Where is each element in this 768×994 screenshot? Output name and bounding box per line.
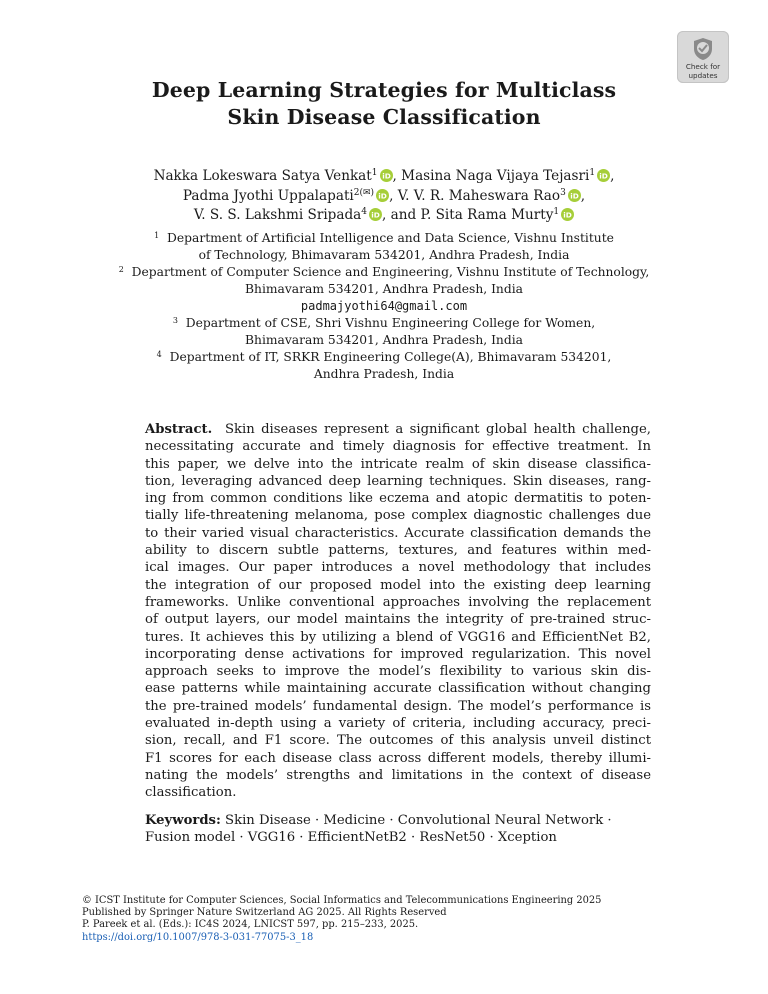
abstract-line: ing from common conditions like eczema and atopic dermatitis to poten- (145, 491, 651, 507)
abstract-line: classification. (145, 785, 237, 801)
author-sup: 1 (371, 168, 378, 178)
abstract-line: evaluated in-depth using a variety of criteria, including accuracy, preci- (145, 716, 651, 732)
abstract (145, 421, 651, 802)
author-sup: 3 (560, 187, 566, 198)
author-line-1 (0, 167, 768, 187)
orcid-icon[interactable] (597, 169, 610, 182)
orcid-icon[interactable] (376, 189, 389, 202)
abstract-line: of output layers, our model maintains the integrity of pre-trained struc- (145, 612, 651, 628)
abstract-line: to their varied visual characteristics. Accurate classification demands the (145, 525, 651, 541)
affiliation-4-line-1 (0, 349, 768, 366)
abstract-text: Skin diseases represent a significant global health challenge, (224, 422, 651, 437)
svg-text:iD: iD (599, 171, 608, 181)
affiliation-4-line-2: Andhra Pradesh, India (313, 367, 455, 381)
copyright-footer (82, 895, 702, 944)
svg-text:iD: iD (371, 210, 380, 220)
footer-copyright: © ICST Institute for Computer Sciences, Social Informatics and Telecommunications Engineering 2025 (82, 895, 602, 906)
author-separator: , (580, 187, 586, 204)
affiliation-2-line-2: Bhimavaram 534201, Andhra Pradesh, India (244, 282, 523, 296)
keywords-text: Skin Disease · Medicine · Convolutional Neural Network · (225, 813, 612, 828)
keywords-label: Keywords: (145, 813, 221, 828)
affiliation-1-line-2: of Technology, Bhimavaram 534201, Andhra Pradesh, India (198, 248, 570, 262)
abstract-line: sion, recall, and F1 score. The outcomes of this analysis unveil distinct (145, 733, 651, 749)
affiliation-3-line-1 (0, 315, 768, 332)
author-separator: , and (382, 207, 421, 223)
abstract-line: frameworks. Unlike conventional approaches involving the replacement (145, 594, 651, 610)
orcid-icon[interactable] (380, 169, 393, 182)
affiliation-2-line-1 (0, 264, 768, 281)
abstract-line: tially life-threatening melanoma, pose complex diagnostic challenges due (145, 508, 651, 524)
abstract-line: ical images. Our paper introduces a novel methodology that includes (145, 560, 651, 576)
affiliation-3-line-2: Bhimavaram 534201, Andhra Pradesh, India (244, 333, 523, 347)
footer-citation: P. Pareek et al. (Eds.): IC4S 2024, LNICST 597, pp. 215–233, 2025. (82, 919, 419, 931)
abstract-line: approach seeks to improve the model’s flexibility to various skin dis- (145, 664, 651, 680)
author-separator: , (392, 168, 402, 184)
paper-title (0, 77, 768, 131)
orcid-icon[interactable] (568, 189, 581, 202)
affiliation-text: Department of Computer Science and Engineering, Vishnu Institute of Technology, (131, 265, 650, 279)
affiliation-text: Department of CSE, Shri Vishnu Engineering College for Women, (185, 316, 596, 330)
author-name: V. V. R. Maheswara Rao (397, 187, 561, 204)
author-sup: 4 (361, 207, 368, 217)
abstract-line: the pre-trained models’ fundamental design. The model’s performance is (145, 698, 651, 714)
svg-text:iD: iD (381, 171, 391, 181)
affiliations (0, 230, 768, 383)
footer-publisher: Published by Springer Nature Switzerland AG 2025. All Rights Reserved (82, 907, 447, 919)
author-separator: , (389, 187, 398, 204)
affiliation-number: 1 (154, 231, 160, 240)
abstract-line: tion, leveraging advanced deep learning techniques. Skin diseases, rang- (145, 473, 651, 489)
orcid-icon[interactable] (561, 208, 574, 221)
abstract-line: tures. It achieves this by utilizing a blend of VGG16 and EfficientNet B2, (145, 629, 651, 645)
abstract-line: incorporating dense activations for improved regularization. This novel (145, 646, 651, 662)
title-line-1: Deep Learning Strategies for Multiclass (151, 78, 617, 102)
author-sup: 2(✉) (353, 187, 375, 198)
author-name: Masina Naga Vijaya Tejasri (401, 168, 590, 184)
author-name: Nakka Lokeswara Satya Venkat (153, 168, 372, 184)
abstract-line: the integration of our proposed model into the existing deep learning (145, 577, 651, 593)
keywords-line-1 (145, 812, 651, 829)
orcid-icon[interactable] (369, 208, 382, 221)
abstract-line: nating the models’ strengths and limitations in the context of disease (145, 767, 651, 783)
author-name: V. S. S. Lakshmi Sripada (193, 207, 362, 223)
badge-line-2: updates (688, 71, 718, 80)
abstract-line: ability to discern subtle patterns, textures, and features within med- (145, 543, 651, 559)
author-line-2 (0, 187, 768, 207)
author-list (0, 167, 768, 226)
keywords (145, 812, 651, 847)
badge-line-1: Check for (685, 62, 721, 71)
abstract-line: F1 scores for each disease class across different models, thereby illumi- (145, 750, 651, 766)
keywords-line-2: Fusion model · VGG16 · EfficientNetB2 · ResNet50 · Xception (145, 830, 557, 846)
svg-text:iD: iD (378, 190, 387, 200)
author-name: Padma Jyothi Uppalapati (182, 187, 354, 204)
check-for-updates-badge[interactable] (677, 31, 729, 83)
abstract-line (145, 421, 651, 438)
affiliation-1-line-1 (0, 230, 768, 247)
svg-text:iD: iD (563, 210, 572, 220)
corresponding-email[interactable]: padmajyothi64@gmail.com (300, 299, 468, 313)
author-line-3 (0, 206, 768, 226)
abstract-line: necessitating accurate and timely diagnosis for effective treatment. In (145, 439, 651, 455)
abstract-line: ease patterns while maintaining accurate classification without changing (145, 681, 651, 697)
affiliation-number: 2 (118, 265, 124, 274)
abstract-line: this paper, we delve into the intricate realm of skin disease classifica- (145, 456, 651, 472)
affiliation-text: Department of Artificial Intelligence and Data Science, Vishnu Institute (166, 231, 614, 245)
author-separator: , (610, 168, 615, 184)
affiliation-number: 4 (156, 350, 162, 359)
svg-text:iD: iD (570, 190, 579, 200)
affiliation-text: Department of IT, SRKR Engineering College(A), Bhimavaram 534201, (169, 350, 612, 364)
affiliation-number: 3 (172, 316, 178, 325)
author-sup: 1 (553, 207, 560, 217)
author-sup: 1 (589, 168, 596, 178)
abstract-label: Abstract. (145, 422, 213, 437)
check-for-updates-icon (692, 37, 714, 61)
author-name: P. Sita Rama Murty (420, 207, 554, 223)
doi-link[interactable]: https://doi.org/10.1007/978-3-031-77075-3_18 (82, 931, 314, 943)
title-line-2: Skin Disease Classification (227, 105, 541, 129)
